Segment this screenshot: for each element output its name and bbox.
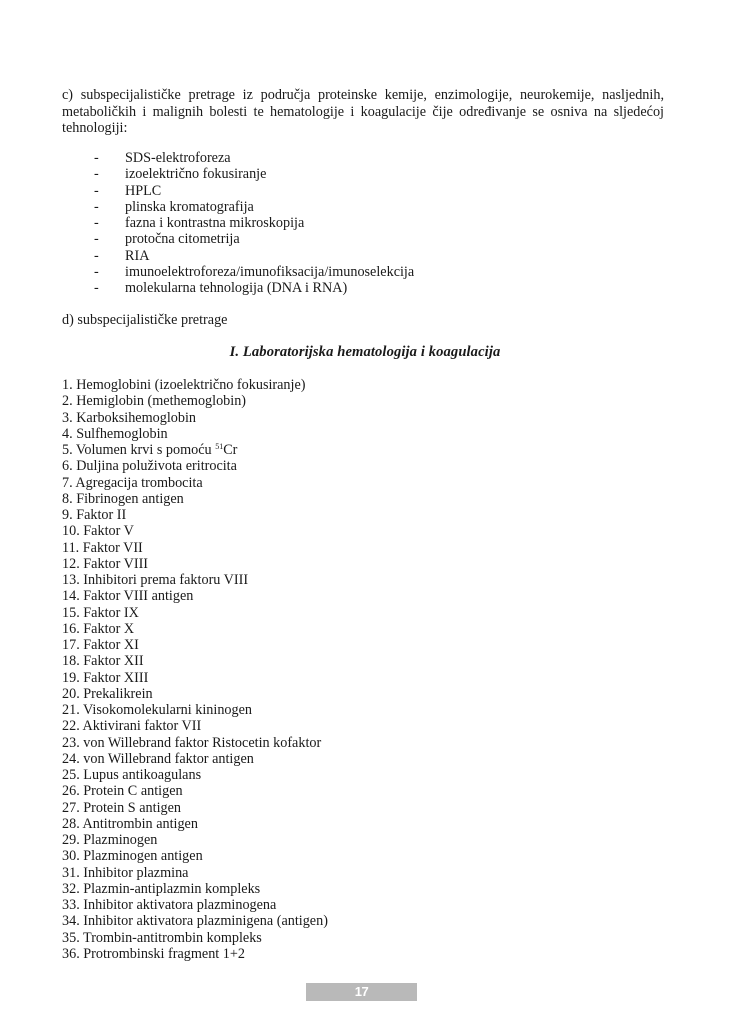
technology-list-item xyxy=(94,215,414,231)
test-list-item: 36. Protrombinski fragment 1+2 xyxy=(62,945,245,962)
dash-bullet-icon: - xyxy=(94,280,99,297)
test-list-item: 16. Faktor X xyxy=(62,620,135,637)
test-list-item: 21. Visokomolekularni kininogen xyxy=(62,702,253,718)
technology-label: HPLC xyxy=(125,182,162,199)
dash-bullet-icon: - xyxy=(94,150,99,166)
technology-label: fazna i kontrastna mikroskopija xyxy=(125,215,305,232)
technology-list-item xyxy=(94,199,414,215)
test-list-item: 34. Inhibitor aktivatora plazminigena (antigen) xyxy=(62,913,328,930)
technology-list-item xyxy=(94,183,414,199)
test-list-item: 35. Trombin-antitrombin kompleks xyxy=(62,929,262,946)
test-list-item: 26. Protein C antigen xyxy=(62,783,183,800)
test-list-item: 29. Plazminogen xyxy=(62,832,158,848)
test-list-item: 7. Agregacija trombocita xyxy=(62,474,203,491)
isotope-mass-number: 51 xyxy=(215,442,224,451)
test-list xyxy=(62,377,328,962)
technology-list-item xyxy=(94,248,414,264)
technology-label: plinska kromatografija xyxy=(125,198,254,215)
test-list-item: 14. Faktor VIII antigen xyxy=(62,588,194,605)
paragraph-c: c) subspecijalističke pretrage iz područja proteinske kemije, enzimologije, neurokemije, nasljednih, metaboličkih i malignih bolesti te hematologije i koagulacije čije određivanje se osniva na sljedećoj tehnologiji: xyxy=(62,87,664,136)
test-list-item: 19. Faktor XIII xyxy=(62,669,149,686)
test-list-item: 13. Inhibitori prema faktoru VIII xyxy=(62,572,249,588)
test-list-item: 24. von Willebrand faktor antigen xyxy=(62,750,254,767)
test-list-item: 20. Prekalikrein xyxy=(62,685,153,702)
test-list-item: 6. Duljina poluživota eritrocita xyxy=(62,458,237,475)
technology-list-item xyxy=(94,280,414,296)
dash-bullet-icon: - xyxy=(94,231,99,248)
technology-list-item xyxy=(94,150,414,166)
paragraph-d: d) subspecijalističke pretrage xyxy=(62,312,228,328)
test-list-item: 32. Plazmin-antiplazmin kompleks xyxy=(62,880,261,897)
dash-bullet-icon: - xyxy=(94,182,99,199)
test-list-item: 3. Karboksihemoglobin xyxy=(62,409,196,426)
test-list-item: 17. Faktor XI xyxy=(62,637,139,653)
test-list-item: 9. Faktor II xyxy=(62,507,127,523)
technology-label: protočna citometrija xyxy=(125,231,240,248)
test-list-item: 2. Hemiglobin (methemoglobin) xyxy=(62,393,247,410)
technology-label: molekularna tehnologija (DNA i RNA) xyxy=(125,280,348,297)
test-list-item: 18. Faktor XII xyxy=(62,653,144,670)
section-heading: I. Laboratorijska hematologija i koagulacija xyxy=(229,344,501,360)
technology-list-item xyxy=(94,264,414,280)
test-list-item: 11. Faktor VII xyxy=(62,539,143,556)
test-list-item: 31. Inhibitor plazmina xyxy=(62,864,189,881)
test-list-item: 30. Plazminogen antigen xyxy=(62,848,203,865)
page-number: 17 xyxy=(306,983,417,1001)
dash-bullet-icon: - xyxy=(94,166,99,183)
test-list-item: 27. Protein S antigen xyxy=(62,799,182,816)
test-label: 5. Volumen krvi s pomoću xyxy=(62,442,216,458)
technology-label: izoelektrično fokusiranje xyxy=(125,166,267,183)
test-list-item xyxy=(62,442,328,458)
dash-bullet-icon: - xyxy=(94,215,99,232)
test-list-item: 33. Inhibitor aktivatora plazminogena xyxy=(62,897,277,913)
technology-list xyxy=(94,150,414,297)
technology-label: SDS-elektroforeza xyxy=(125,150,231,166)
test-list-item: 1. Hemoglobini (izoelektrično fokusiranje) xyxy=(62,377,306,393)
technology-label: RIA xyxy=(125,247,150,264)
technology-label: imunoelektroforeza/imunofiksacija/imunoselekcija xyxy=(125,264,415,281)
dash-bullet-icon: - xyxy=(94,264,99,281)
test-list-item: 23. von Willebrand faktor Ristocetin kofaktor xyxy=(62,734,322,751)
dash-bullet-icon: - xyxy=(94,198,99,215)
test-list-item: 10. Faktor V xyxy=(62,523,134,540)
test-list-item: 8. Fibrinogen antigen xyxy=(62,490,184,507)
test-list-item: 12. Faktor VIII xyxy=(62,555,149,572)
test-list-item: 15. Faktor IX xyxy=(62,604,139,621)
technology-list-item xyxy=(94,231,414,247)
technology-list-item xyxy=(94,166,414,182)
test-list-item: 22. Aktivirani faktor VII xyxy=(62,718,202,735)
test-list-item: 28. Antitrombin antigen xyxy=(62,815,198,832)
test-list-item: 4. Sulfhemoglobin xyxy=(62,425,168,442)
isotope-element: Cr xyxy=(223,442,238,458)
dash-bullet-icon: - xyxy=(94,247,99,264)
test-list-item: 25. Lupus antikoagulans xyxy=(62,767,202,783)
